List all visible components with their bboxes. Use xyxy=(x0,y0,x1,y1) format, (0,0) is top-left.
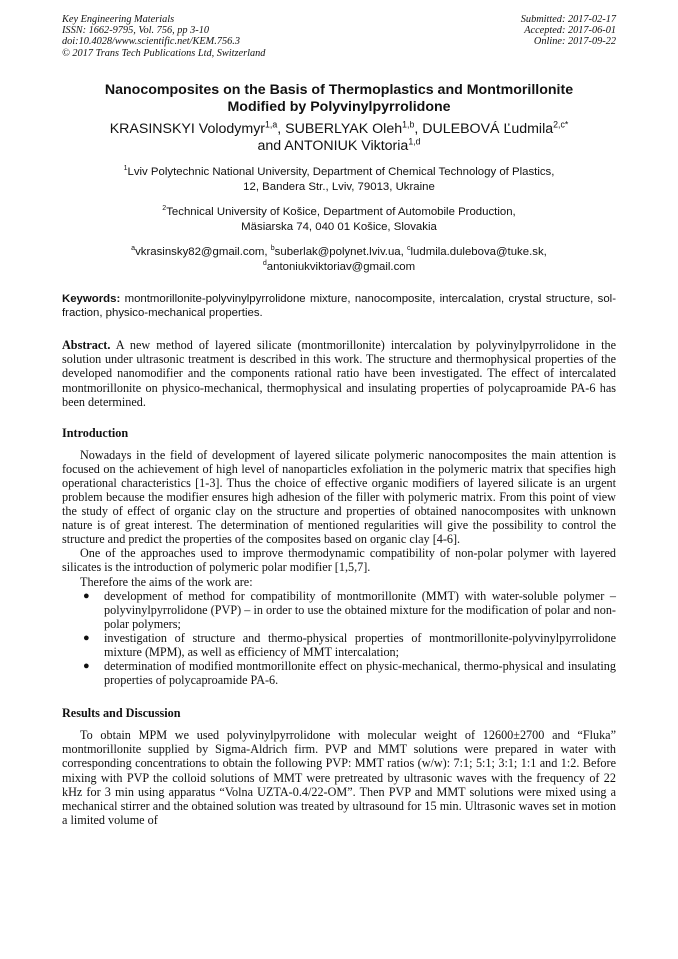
introduction-paragraph-1: Nowadays in the field of development of layered silicate polymeric nanocomposites the main attention is focused on the achievement of high level of nanoparticles exfoliation in the polymeric matrix that specifies high operational characteristics [1-3]. Thus the choice of effective organic modifiers of layered silicate is an urgent problem because the modifier ensures high adhesion of the filler with polymeric matrix. From this point of view the study of effect of organic clay on the structure and properties of obtained nanocomposites with unknown nature is of great interest. The determination of mentioned regularities will give the possibility to control the structure and predict the properties of the composites based on organic clay [4-6]. xyxy=(62,447,616,547)
bullet-icon: ● xyxy=(83,631,90,644)
keywords-label: Keywords: xyxy=(62,292,121,305)
abstract-text: A new method of layered silicate (montmorillonite) intercalation by polyvinylpyrrolidone in the solution under ultrasonic treatment is described in this work. The structure and thermophysical properties of the developed nanomodifier and the components rational ratio have been investigated. The effect of intercalated montmorillonite on physico-mechanical, thermophysical and insulating properties of polycaproamide PA-6 has been determined. xyxy=(62,338,616,409)
journal-header xyxy=(62,14,616,59)
results-paragraph-1: To obtain MPM we used polyvinylpyrrolidone with molecular weight of 12600±2700 and “Fluka” montmorillonite supplied by Sigma-Aldrich firm. PVP and MMT solutions were prepared in water with corresponding concentrations to obtain the following PVP: MMT ratios (w/w): 7:1; 5:1; 3:1; 1:1 and 1:2. Before mixing with PVP the colloid solutions of MMT were pretreated by ultrasonic waves with the frequency of 22 kHz for 3 min using apparatus “Volna UZTA-0.4/22-OM”. Then PVP and MMT solutions were mixed using a mechanical stirrer and the obtained solution was treated by ultrasound for 15 min. Ultrasonic waves set in motion a limited volume of xyxy=(62,728,616,827)
abstract xyxy=(62,338,616,408)
author-emails: $^a$vkrasinsky82@gmail.com, $^b$suberlak@polynet.lviv.ua, $^c$ludmila.dulebova@tuke.sk, $^d$antoniukviktoriav@gmail.com xyxy=(131,245,547,274)
list-item: ● investigation of structure and thermo-physical properties of montmorillonite-polyvinylpyrrolidone mixture (MPM), as well as efficiency of MMT intercalation; xyxy=(83,630,616,659)
author-4: and ANTONIUK Viktoria$^{1,d}$ xyxy=(257,136,421,154)
accepted-date: Accepted: 2017-06-01 xyxy=(524,25,616,37)
journal-name: Key Engineering Materials xyxy=(62,14,175,25)
journal-doi: doi:10.4028/www.scientific.net/KEM.756.3 xyxy=(62,36,240,48)
affiliation-2: $^2$Technical University of Košice, Department of Automobile Production, Mäsiarska 74, 040 01 Košice, Slovakia xyxy=(162,205,516,234)
bullet-icon: ● xyxy=(83,589,90,602)
introduction-paragraph-3: Therefore the aims of the work are: xyxy=(80,574,253,589)
email-link-c[interactable]: ludmila.dulebova@tuke.sk xyxy=(410,245,544,258)
email-link-b[interactable]: suberlak@polynet.lviv.ua xyxy=(274,245,401,258)
paper-title xyxy=(62,82,616,116)
keywords xyxy=(62,292,616,320)
list-item: ● development of method for compatibility of montmorillonite (MMT) with water-soluble polymer – polyvinylpyrrolidone (PVP) – in order to use the obtained mixture for the modification of polar and non-polar polymers; xyxy=(83,588,616,631)
abstract-label: Abstract. xyxy=(62,338,111,353)
journal-info xyxy=(62,14,265,59)
list-item: ● determination of modified montmorillonite effect on physic-mechanical, thermo-physical and insulating properties of polycaproamide PA-6. xyxy=(83,659,616,688)
results-heading: Results and Discussion xyxy=(62,706,181,721)
affiliation-1: $^1$Lviv Polytechnic National University, Department of Chemical Technology of Plastics, 12, Bandera Str., Lviv, 79013, Ukraine xyxy=(123,165,555,194)
introduction-paragraph-2: One of the approaches used to improve thermodynamic compatibility of non-polar polymer with layered silicates is the introduction of polymeric polar modifier [1,5,7]. xyxy=(62,546,616,575)
author-1: KRASINSKYI Volodymyr$^{1,a}$, xyxy=(109,119,286,137)
bullet-icon: ● xyxy=(83,660,90,673)
submitted-date: Submitted: 2017-02-17 xyxy=(520,14,616,25)
keywords-text: montmorillonite-polyvinylpyrrolidone mixture, nanocomposite, intercalation, crystal structure, sol-fraction, physico-mechanical properties. xyxy=(62,292,616,320)
author-2: SUBERLYAK Oleh$^{1,b}$, xyxy=(285,119,423,137)
paper-title-line-2: Modified by Polyvinylpyrrolidone xyxy=(227,98,451,115)
journal-issn: ISSN: 1662-9795, Vol. 756, pp 3-10 xyxy=(62,25,210,37)
email-link-d[interactable]: antoniukviktoriav@gmail.com xyxy=(266,261,416,274)
online-date: Online: 2017-09-22 xyxy=(533,36,616,48)
introduction-heading: Introduction xyxy=(62,425,129,440)
email-link-a[interactable]: vkrasinsky82@gmail.com xyxy=(135,245,265,258)
author-3: DULEBOVÁ Ľudmila$^{2,c*}$ xyxy=(422,119,569,137)
paper-title-line-1: Nanocomposites on the Basis of Thermoplastics and Montmorillonite xyxy=(104,81,574,98)
author-list xyxy=(62,121,616,155)
journal-copyright: © 2017 Trans Tech Publications Ltd, Switzerland xyxy=(62,47,266,59)
submission-dates xyxy=(521,14,616,59)
aims-list xyxy=(62,589,616,688)
